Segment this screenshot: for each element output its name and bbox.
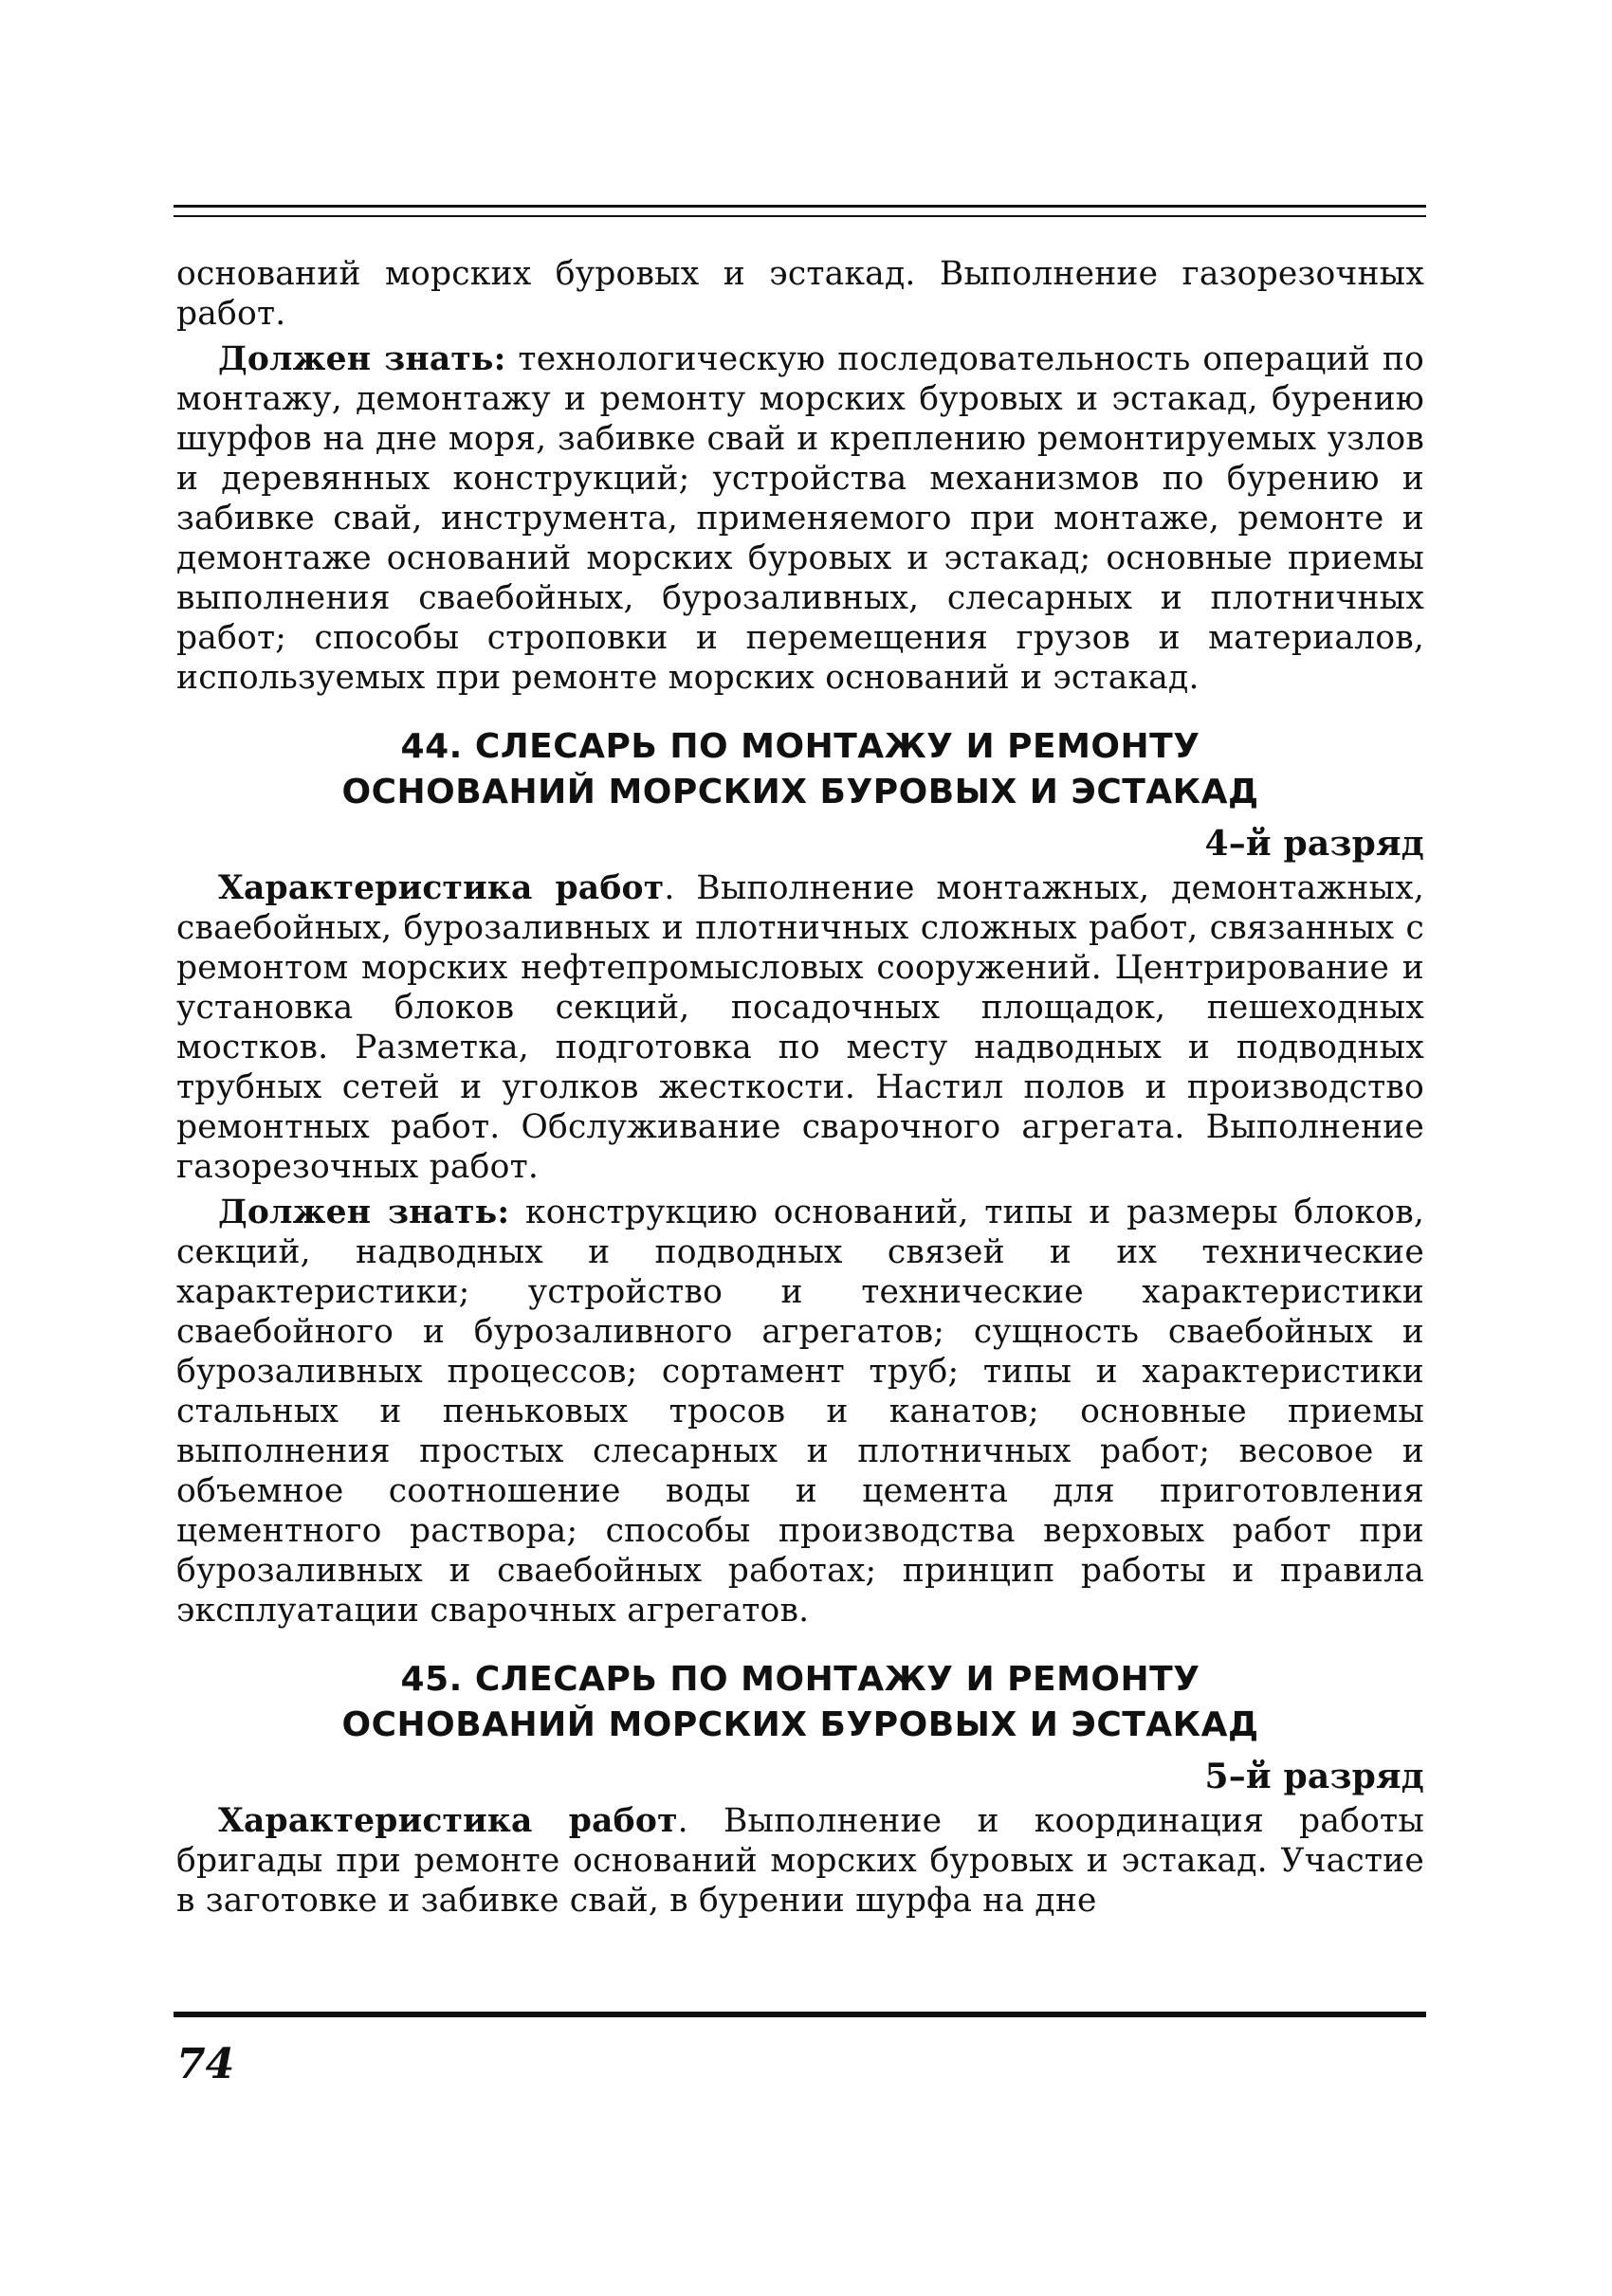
section-45-heading: [176, 1657, 1424, 1748]
intro-knowledge-paragraph: [176, 339, 1424, 698]
section-45-title-line1: 45. СЛЕСАРЬ ПО МОНТАЖУ И РЕМОНТУ: [400, 1660, 1200, 1699]
section-45-grade: 5–й разряд: [1204, 1757, 1424, 1796]
footer-rule: [174, 2012, 1426, 2017]
section-45-char-text: . Выполнение и координация работы бригады при ремонте оснований морских буровых и эстакад. Участие в заготовке и забивке свай, в бурении шурфа на дне: [176, 1802, 1424, 1920]
section-44-char-text: . Выполнение монтажных, демонтажных, сваебойных, бурозаливных и плотничных сложных работ, связанных с ремонтом морских нефтепромысловых сооружений. Центрирование и установка блоков секций, посадочных площадок, пешеходных мостков. Разметка, подготовка по месту надводных и подводных трубных сетей и уголков жесткости. Настил полов и производство ремонтных работ. Обслуживание сварочного агрегата. Выполнение газорезочных работ.: [176, 869, 1424, 1186]
section-44-heading: [176, 724, 1424, 815]
section-44-title-line1: 44. СЛЕСАРЬ ПО МОНТАЖУ И РЕМОНТУ: [400, 727, 1200, 766]
intro-know-label: Должен знать:: [218, 340, 506, 378]
page-number: 74: [176, 2040, 235, 2088]
section-44-title-line2: ОСНОВАНИЙ МОРСКИХ БУРОВЫХ И ЭСТАКАД: [341, 773, 1259, 811]
page-body: [176, 254, 1424, 1926]
section-44-grade: 4–й разряд: [1204, 824, 1424, 864]
section-44-know-text: конструкцию оснований, типы и размеры блоков, секций, надводных и подводных связей и их технические характеристики; устройство и технические характеристики сваебойного и бурозаливного агрегатов; сущность сваебойных и бурозаливных процессов; сортамент труб; типы и характеристики стальных и пеньковых тросов и канатов; основные приемы выполнения простых слесарных и плотничных работ; весовое и объемное соотношение воды и цемента для приготовления цементного раствора; способы производства верховых работ при бурозаливных и сваебойных работах; принцип работы и правила эксплуатации сварочных агрегатов.: [176, 1194, 1424, 1630]
header-rule-upper: [174, 205, 1426, 208]
intro-continuation: оснований морских буровых и эстакад. Выполнение газорезочных работ.: [176, 255, 1424, 333]
header-rule-lower: [174, 215, 1426, 217]
section-45-characteristics: [176, 1801, 1424, 1921]
section-44-char-label: Характеристика работ: [218, 869, 665, 907]
intro-know-text: технологическую последовательность операций по монтажу, демонтажу и ремонту морских буровых и эстакад, бурению шурфов на дне моря, забивке свай и креплению ремонтируемых узлов и деревянных конструкций; устройства механизмов по бурению и забивке свай, инструмента, применяемого при монтаже, ремонте и демонтаже оснований морских буровых и эстакад; основные приемы выполнения сваебойных, бурозаливных, слесарных и плотничных работ; способы строповки и перемещения грузов и материалов, используемых при ремонте морских оснований и эстакад.: [176, 340, 1424, 697]
section-44-know-label: Должен знать:: [218, 1194, 510, 1231]
section-44-characteristics: [176, 868, 1424, 1187]
section-44-knowledge: [176, 1193, 1424, 1631]
section-45-title-line2: ОСНОВАНИЙ МОРСКИХ БУРОВЫХ И ЭСТАКАД: [341, 1705, 1259, 1744]
section-45-char-label: Характеристика работ: [218, 1802, 678, 1840]
